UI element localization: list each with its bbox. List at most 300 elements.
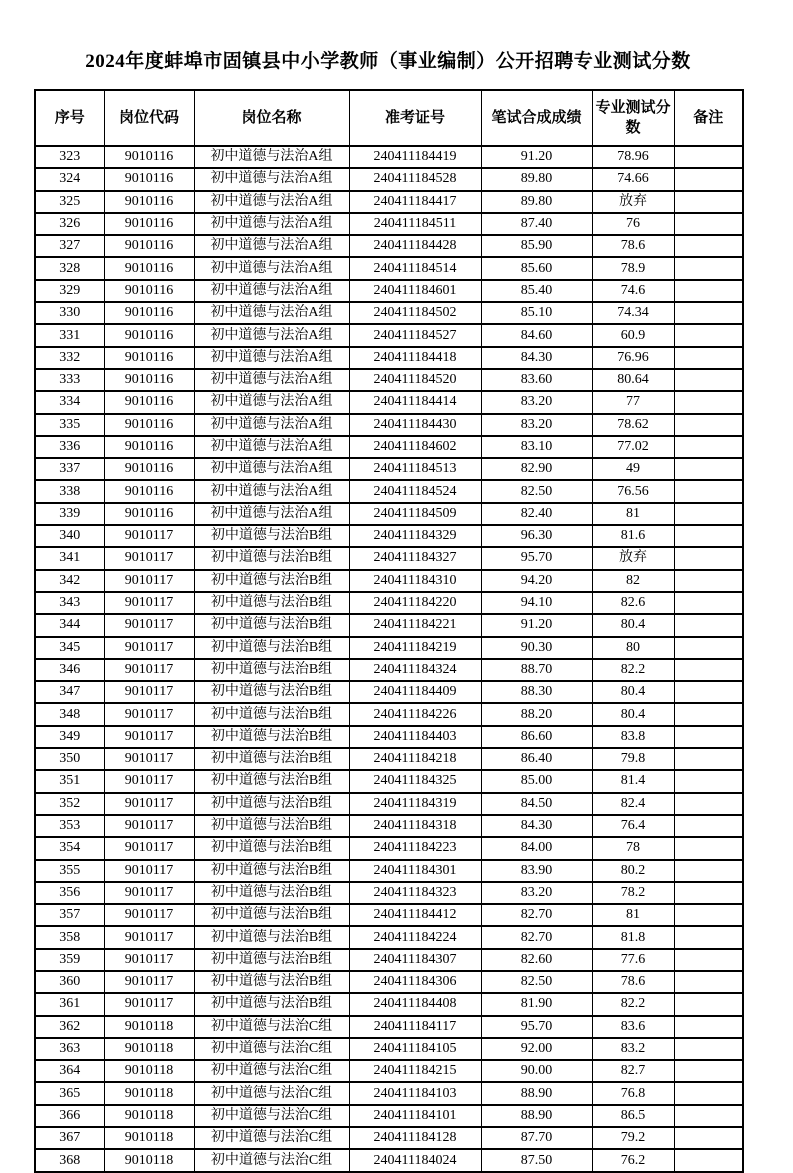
- table-row: [35, 1149, 743, 1171]
- cell-professional-test-score: 78: [592, 837, 674, 859]
- cell-professional-test-score: 80.4: [592, 681, 674, 703]
- cell-ticket-number: 240411184414: [349, 391, 481, 413]
- cell-professional-test-score: 86.5: [592, 1105, 674, 1127]
- cell-serial-number: 351: [35, 770, 104, 792]
- cell-position-name: 初中道德与法治B组: [194, 570, 349, 592]
- cell-written-composite-score: 81.90: [481, 993, 592, 1015]
- cell-written-composite-score: 82.40: [481, 503, 592, 525]
- cell-written-composite-score: 96.30: [481, 525, 592, 547]
- cell-position-code: 9010116: [104, 191, 194, 213]
- cell-serial-number: 365: [35, 1082, 104, 1104]
- cell-written-composite-score: 85.40: [481, 280, 592, 302]
- cell-professional-test-score: 78.62: [592, 414, 674, 436]
- cell-remark: [674, 525, 743, 547]
- cell-remark: [674, 213, 743, 235]
- cell-position-code: 9010116: [104, 414, 194, 436]
- cell-remark: [674, 347, 743, 369]
- cell-remark: [674, 1016, 743, 1038]
- cell-serial-number: 355: [35, 860, 104, 882]
- cell-written-composite-score: 87.70: [481, 1127, 592, 1149]
- cell-ticket-number: 240411184513: [349, 458, 481, 480]
- cell-position-code: 9010117: [104, 637, 194, 659]
- cell-position-name: 初中道德与法治B组: [194, 748, 349, 770]
- cell-serial-number: 347: [35, 681, 104, 703]
- cell-serial-number: 345: [35, 637, 104, 659]
- cell-ticket-number: 240411184325: [349, 770, 481, 792]
- cell-ticket-number: 240411184528: [349, 168, 481, 190]
- cell-professional-test-score: 49: [592, 458, 674, 480]
- cell-ticket-number: 240411184514: [349, 257, 481, 279]
- cell-written-composite-score: 95.70: [481, 1016, 592, 1038]
- cell-position-code: 9010117: [104, 547, 194, 569]
- cell-position-name: 初中道德与法治B组: [194, 860, 349, 882]
- cell-position-code: 9010117: [104, 837, 194, 859]
- cell-position-code: 9010117: [104, 748, 194, 770]
- cell-position-name: 初中道德与法治B组: [194, 681, 349, 703]
- cell-written-composite-score: 94.20: [481, 570, 592, 592]
- cell-written-composite-score: 83.20: [481, 391, 592, 413]
- cell-professional-test-score: 82.7: [592, 1060, 674, 1082]
- cell-position-name: 初中道德与法治B组: [194, 993, 349, 1015]
- cell-serial-number: 334: [35, 391, 104, 413]
- cell-serial-number: 352: [35, 793, 104, 815]
- cell-professional-test-score: 77.02: [592, 436, 674, 458]
- cell-serial-number: 362: [35, 1016, 104, 1038]
- table-row: [35, 592, 743, 614]
- cell-remark: [674, 1127, 743, 1149]
- cell-professional-test-score: 79.8: [592, 748, 674, 770]
- cell-written-composite-score: 83.20: [481, 414, 592, 436]
- table-row: [35, 1016, 743, 1038]
- cell-serial-number: 367: [35, 1127, 104, 1149]
- cell-serial-number: 348: [35, 703, 104, 725]
- cell-written-composite-score: 88.30: [481, 681, 592, 703]
- cell-professional-test-score: 78.9: [592, 257, 674, 279]
- cell-position-name: 初中道德与法治B组: [194, 703, 349, 725]
- cell-remark: [674, 146, 743, 168]
- cell-serial-number: 350: [35, 748, 104, 770]
- cell-remark: [674, 882, 743, 904]
- cell-position-name: 初中道德与法治A组: [194, 235, 349, 257]
- table-row: [35, 882, 743, 904]
- cell-written-composite-score: 91.20: [481, 614, 592, 636]
- table-row: [35, 637, 743, 659]
- cell-position-code: 9010117: [104, 793, 194, 815]
- cell-ticket-number: 240411184430: [349, 414, 481, 436]
- cell-position-code: 9010116: [104, 146, 194, 168]
- cell-position-name: 初中道德与法治A组: [194, 191, 349, 213]
- cell-remark: [674, 993, 743, 1015]
- cell-position-code: 9010118: [104, 1038, 194, 1060]
- cell-remark: [674, 815, 743, 837]
- cell-position-name: 初中道德与法治A组: [194, 280, 349, 302]
- cell-position-name: 初中道德与法治B组: [194, 659, 349, 681]
- table-row: [35, 949, 743, 971]
- cell-serial-number: 364: [35, 1060, 104, 1082]
- cell-serial-number: 330: [35, 302, 104, 324]
- table-row: [35, 971, 743, 993]
- cell-ticket-number: 240411184226: [349, 703, 481, 725]
- table-row: [35, 614, 743, 636]
- cell-serial-number: 344: [35, 614, 104, 636]
- cell-position-name: 初中道德与法治C组: [194, 1060, 349, 1082]
- cell-ticket-number: 240411184024: [349, 1149, 481, 1171]
- cell-position-name: 初中道德与法治B组: [194, 971, 349, 993]
- cell-written-composite-score: 82.90: [481, 458, 592, 480]
- table-row: [35, 257, 743, 279]
- cell-serial-number: 360: [35, 971, 104, 993]
- cell-remark: [674, 770, 743, 792]
- table-row: [35, 860, 743, 882]
- cell-ticket-number: 240411184419: [349, 146, 481, 168]
- cell-position-name: 初中道德与法治A组: [194, 302, 349, 324]
- cell-position-name: 初中道德与法治B组: [194, 904, 349, 926]
- table-row: [35, 659, 743, 681]
- cell-written-composite-score: 84.30: [481, 347, 592, 369]
- cell-position-code: 9010117: [104, 570, 194, 592]
- cell-position-name: 初中道德与法治A组: [194, 414, 349, 436]
- cell-position-name: 初中道德与法治A组: [194, 213, 349, 235]
- table-row: [35, 770, 743, 792]
- cell-remark: [674, 257, 743, 279]
- cell-remark: [674, 1060, 743, 1082]
- table-row: [35, 1082, 743, 1104]
- cell-professional-test-score: 76.8: [592, 1082, 674, 1104]
- cell-position-name: 初中道德与法治B组: [194, 882, 349, 904]
- cell-remark: [674, 949, 743, 971]
- table-row: [35, 793, 743, 815]
- cell-position-name: 初中道德与法治A组: [194, 369, 349, 391]
- cell-remark: [674, 458, 743, 480]
- table-row: [35, 324, 743, 346]
- cell-remark: [674, 1149, 743, 1171]
- cell-serial-number: 338: [35, 480, 104, 502]
- cell-remark: [674, 570, 743, 592]
- table-row: [35, 436, 743, 458]
- cell-position-code: 9010117: [104, 815, 194, 837]
- cell-ticket-number: 240411184602: [349, 436, 481, 458]
- cell-professional-test-score: 83.6: [592, 1016, 674, 1038]
- cell-position-code: 9010117: [104, 904, 194, 926]
- cell-position-code: 9010116: [104, 347, 194, 369]
- cell-written-composite-score: 83.10: [481, 436, 592, 458]
- cell-position-code: 9010118: [104, 1082, 194, 1104]
- cell-ticket-number: 240411184520: [349, 369, 481, 391]
- cell-serial-number: 341: [35, 547, 104, 569]
- cell-position-code: 9010116: [104, 324, 194, 346]
- cell-professional-test-score: 82.4: [592, 793, 674, 815]
- cell-position-name: 初中道德与法治C组: [194, 1149, 349, 1171]
- cell-position-name: 初中道德与法治B组: [194, 637, 349, 659]
- cell-position-name: 初中道德与法治A组: [194, 436, 349, 458]
- table-row: [35, 280, 743, 302]
- cell-position-code: 9010116: [104, 257, 194, 279]
- cell-professional-test-score: 77.6: [592, 949, 674, 971]
- cell-written-composite-score: 83.20: [481, 882, 592, 904]
- table-row: [35, 191, 743, 213]
- cell-ticket-number: 240411184215: [349, 1060, 481, 1082]
- table-row: [35, 302, 743, 324]
- table-row: [35, 168, 743, 190]
- cell-serial-number: 359: [35, 949, 104, 971]
- cell-remark: [674, 280, 743, 302]
- cell-professional-test-score: 76.4: [592, 815, 674, 837]
- header-serial-number: 序号: [35, 90, 104, 146]
- cell-remark: [674, 391, 743, 413]
- table-row: [35, 369, 743, 391]
- cell-serial-number: 333: [35, 369, 104, 391]
- cell-professional-test-score: 76.96: [592, 347, 674, 369]
- table-row: [35, 926, 743, 948]
- cell-position-code: 9010116: [104, 503, 194, 525]
- cell-position-code: 9010117: [104, 993, 194, 1015]
- cell-position-name: 初中道德与法治C组: [194, 1105, 349, 1127]
- cell-position-name: 初中道德与法治B组: [194, 547, 349, 569]
- table-row: [35, 503, 743, 525]
- cell-position-name: 初中道德与法治B组: [194, 525, 349, 547]
- cell-position-name: 初中道德与法治A组: [194, 480, 349, 502]
- cell-professional-test-score: 83.8: [592, 726, 674, 748]
- cell-serial-number: 366: [35, 1105, 104, 1127]
- cell-written-composite-score: 90.00: [481, 1060, 592, 1082]
- cell-remark: [674, 1082, 743, 1104]
- table-row: [35, 837, 743, 859]
- cell-position-name: 初中道德与法治B组: [194, 949, 349, 971]
- cell-professional-test-score: 放弃: [592, 547, 674, 569]
- table-row: [35, 391, 743, 413]
- cell-position-code: 9010116: [104, 391, 194, 413]
- table-row: [35, 347, 743, 369]
- cell-serial-number: 336: [35, 436, 104, 458]
- cell-written-composite-score: 91.20: [481, 146, 592, 168]
- cell-professional-test-score: 74.34: [592, 302, 674, 324]
- cell-professional-test-score: 80.2: [592, 860, 674, 882]
- table-row: [35, 458, 743, 480]
- cell-position-name: 初中道德与法治C组: [194, 1016, 349, 1038]
- table-row: [35, 525, 743, 547]
- cell-serial-number: 323: [35, 146, 104, 168]
- cell-professional-test-score: 81.6: [592, 525, 674, 547]
- cell-written-composite-score: 84.30: [481, 815, 592, 837]
- cell-position-code: 9010117: [104, 525, 194, 547]
- cell-professional-test-score: 76: [592, 213, 674, 235]
- cell-ticket-number: 240411184219: [349, 637, 481, 659]
- cell-remark: [674, 324, 743, 346]
- cell-remark: [674, 637, 743, 659]
- cell-ticket-number: 240411184511: [349, 213, 481, 235]
- cell-ticket-number: 240411184105: [349, 1038, 481, 1060]
- cell-remark: [674, 191, 743, 213]
- cell-ticket-number: 240411184220: [349, 592, 481, 614]
- cell-written-composite-score: 84.00: [481, 837, 592, 859]
- cell-professional-test-score: 81.8: [592, 926, 674, 948]
- cell-written-composite-score: 87.40: [481, 213, 592, 235]
- cell-position-code: 9010117: [104, 770, 194, 792]
- cell-remark: [674, 1105, 743, 1127]
- cell-written-composite-score: 82.60: [481, 949, 592, 971]
- cell-position-code: 9010116: [104, 213, 194, 235]
- cell-remark: [674, 837, 743, 859]
- header-position-code: 岗位代码: [104, 90, 194, 146]
- cell-written-composite-score: 86.60: [481, 726, 592, 748]
- cell-ticket-number: 240411184306: [349, 971, 481, 993]
- cell-remark: [674, 614, 743, 636]
- table-row: [35, 1127, 743, 1149]
- table-row: [35, 993, 743, 1015]
- cell-position-code: 9010117: [104, 882, 194, 904]
- cell-position-code: 9010116: [104, 458, 194, 480]
- cell-ticket-number: 240411184323: [349, 882, 481, 904]
- cell-position-name: 初中道德与法治A组: [194, 324, 349, 346]
- cell-professional-test-score: 81.4: [592, 770, 674, 792]
- cell-position-code: 9010117: [104, 726, 194, 748]
- cell-serial-number: 337: [35, 458, 104, 480]
- cell-professional-test-score: 80.64: [592, 369, 674, 391]
- cell-ticket-number: 240411184417: [349, 191, 481, 213]
- cell-position-name: 初中道德与法治B组: [194, 614, 349, 636]
- cell-serial-number: 331: [35, 324, 104, 346]
- cell-remark: [674, 480, 743, 502]
- cell-serial-number: 353: [35, 815, 104, 837]
- cell-serial-number: 325: [35, 191, 104, 213]
- cell-ticket-number: 240411184601: [349, 280, 481, 302]
- cell-ticket-number: 240411184128: [349, 1127, 481, 1149]
- cell-written-composite-score: 86.40: [481, 748, 592, 770]
- cell-ticket-number: 240411184428: [349, 235, 481, 257]
- table-row: [35, 1105, 743, 1127]
- cell-position-code: 9010116: [104, 302, 194, 324]
- cell-ticket-number: 240411184412: [349, 904, 481, 926]
- page-title: 2024年度蚌埠市固镇县中小学教师（事业编制）公开招聘专业测试分数: [85, 51, 691, 72]
- table-row: [35, 414, 743, 436]
- cell-serial-number: 357: [35, 904, 104, 926]
- cell-written-composite-score: 82.50: [481, 480, 592, 502]
- cell-ticket-number: 240411184318: [349, 815, 481, 837]
- cell-ticket-number: 240411184418: [349, 347, 481, 369]
- cell-remark: [674, 926, 743, 948]
- cell-written-composite-score: 95.70: [481, 547, 592, 569]
- cell-ticket-number: 240411184527: [349, 324, 481, 346]
- cell-ticket-number: 240411184301: [349, 860, 481, 882]
- cell-professional-test-score: 82.6: [592, 592, 674, 614]
- table-body: [35, 146, 743, 1172]
- table-row: [35, 570, 743, 592]
- cell-ticket-number: 240411184327: [349, 547, 481, 569]
- cell-serial-number: 327: [35, 235, 104, 257]
- cell-ticket-number: 240411184329: [349, 525, 481, 547]
- cell-position-name: 初中道德与法治A组: [194, 458, 349, 480]
- cell-ticket-number: 240411184224: [349, 926, 481, 948]
- cell-written-composite-score: 82.70: [481, 926, 592, 948]
- cell-position-name: 初中道德与法治A组: [194, 347, 349, 369]
- cell-ticket-number: 240411184324: [349, 659, 481, 681]
- cell-serial-number: 339: [35, 503, 104, 525]
- cell-position-code: 9010117: [104, 860, 194, 882]
- cell-serial-number: 358: [35, 926, 104, 948]
- table-row: [35, 235, 743, 257]
- cell-ticket-number: 240411184310: [349, 570, 481, 592]
- cell-position-code: 9010117: [104, 681, 194, 703]
- cell-remark: [674, 1038, 743, 1060]
- cell-written-composite-score: 88.70: [481, 659, 592, 681]
- cell-remark: [674, 703, 743, 725]
- cell-position-name: 初中道德与法治B组: [194, 815, 349, 837]
- scores-table: [34, 89, 744, 1173]
- cell-professional-test-score: 76.2: [592, 1149, 674, 1171]
- cell-written-composite-score: 85.60: [481, 257, 592, 279]
- cell-written-composite-score: 89.80: [481, 191, 592, 213]
- cell-serial-number: 326: [35, 213, 104, 235]
- cell-remark: [674, 235, 743, 257]
- cell-ticket-number: 240411184101: [349, 1105, 481, 1127]
- cell-written-composite-score: 82.50: [481, 971, 592, 993]
- table-row: [35, 681, 743, 703]
- cell-professional-test-score: 76.56: [592, 480, 674, 502]
- cell-professional-test-score: 81: [592, 503, 674, 525]
- cell-position-code: 9010118: [104, 1060, 194, 1082]
- cell-position-code: 9010118: [104, 1016, 194, 1038]
- header-row: [35, 90, 743, 146]
- cell-remark: [674, 904, 743, 926]
- header-position-name: 岗位名称: [194, 90, 349, 146]
- cell-remark: [674, 503, 743, 525]
- table-row: [35, 213, 743, 235]
- cell-position-name: 初中道德与法治C组: [194, 1127, 349, 1149]
- cell-position-name: 初中道德与法治A组: [194, 146, 349, 168]
- cell-professional-test-score: 83.2: [592, 1038, 674, 1060]
- cell-ticket-number: 240411184103: [349, 1082, 481, 1104]
- cell-remark: [674, 726, 743, 748]
- cell-remark: [674, 971, 743, 993]
- cell-written-composite-score: 88.90: [481, 1082, 592, 1104]
- cell-professional-test-score: 80.4: [592, 614, 674, 636]
- cell-written-composite-score: 88.20: [481, 703, 592, 725]
- cell-written-composite-score: 85.10: [481, 302, 592, 324]
- cell-professional-test-score: 82.2: [592, 659, 674, 681]
- cell-written-composite-score: 92.00: [481, 1038, 592, 1060]
- cell-position-code: 9010117: [104, 659, 194, 681]
- cell-professional-test-score: 74.66: [592, 168, 674, 190]
- cell-written-composite-score: 84.50: [481, 793, 592, 815]
- cell-serial-number: 363: [35, 1038, 104, 1060]
- cell-serial-number: 356: [35, 882, 104, 904]
- cell-ticket-number: 240411184403: [349, 726, 481, 748]
- cell-ticket-number: 240411184223: [349, 837, 481, 859]
- cell-professional-test-score: 80: [592, 637, 674, 659]
- cell-ticket-number: 240411184524: [349, 480, 481, 502]
- cell-ticket-number: 240411184319: [349, 793, 481, 815]
- cell-written-composite-score: 85.90: [481, 235, 592, 257]
- cell-position-code: 9010116: [104, 280, 194, 302]
- cell-written-composite-score: 94.10: [481, 592, 592, 614]
- cell-remark: [674, 659, 743, 681]
- cell-ticket-number: 240411184117: [349, 1016, 481, 1038]
- cell-written-composite-score: 87.50: [481, 1149, 592, 1171]
- cell-professional-test-score: 82.2: [592, 993, 674, 1015]
- table-row: [35, 146, 743, 168]
- cell-ticket-number: 240411184509: [349, 503, 481, 525]
- cell-position-code: 9010117: [104, 592, 194, 614]
- cell-remark: [674, 436, 743, 458]
- cell-ticket-number: 240411184218: [349, 748, 481, 770]
- cell-position-code: 9010117: [104, 926, 194, 948]
- cell-position-code: 9010116: [104, 235, 194, 257]
- cell-professional-test-score: 78.6: [592, 971, 674, 993]
- table-row: [35, 547, 743, 569]
- cell-remark: [674, 860, 743, 882]
- cell-serial-number: 343: [35, 592, 104, 614]
- cell-professional-test-score: 81: [592, 904, 674, 926]
